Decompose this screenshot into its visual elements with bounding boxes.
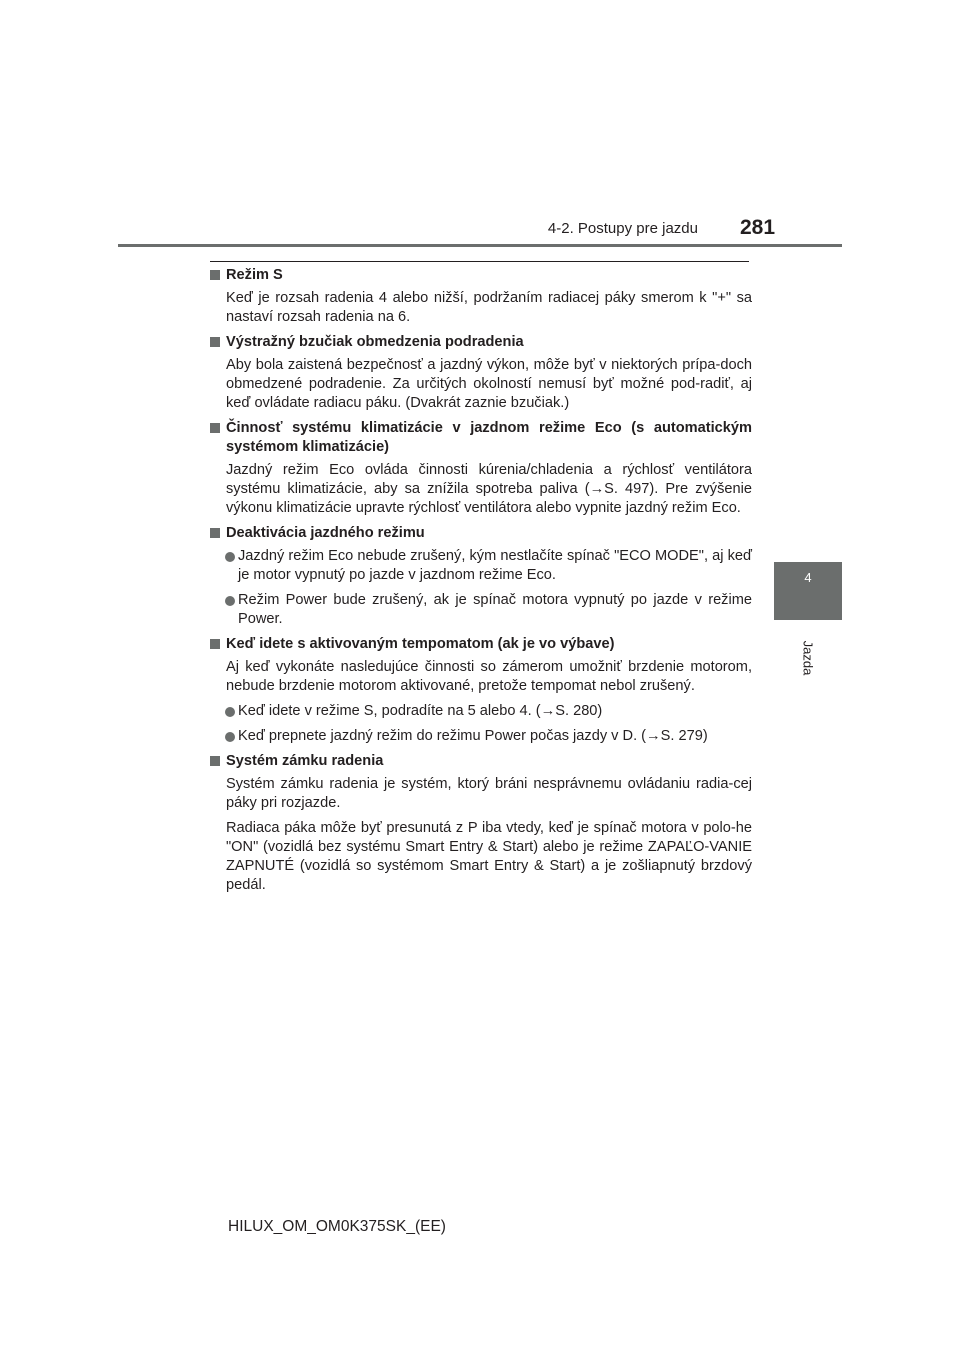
square-bullet-icon <box>210 756 220 766</box>
square-bullet-icon <box>210 270 220 280</box>
chapter-label: Jazda <box>800 640 816 676</box>
chapter-label-box <box>770 628 846 688</box>
paragraph: Radiaca páka môže byť presunutá z P iba vtedy, keď je spínač motora v polo-he "ON" (vozidlá bez systému Smart Entry & Start) alebo je režime ZAPAĽO-VANIE ZAPNUTÉ (vozidlá so systémom Smart Entry & Start) a je zošliapnutý brzdový pedál. <box>226 820 752 893</box>
round-bullet-icon <box>225 596 235 606</box>
chapter-tab <box>774 562 842 620</box>
square-bullet-icon <box>210 639 220 649</box>
round-bullet-icon <box>225 552 235 562</box>
paragraph: Aj keď vykonáte nasledujúce činnosti so zámerom umožniť brzdenie motorom, nebude brzdenie motorom aktivované, pretože tempomat nebol zrušený. <box>226 659 752 694</box>
square-bullet-icon <box>210 423 220 433</box>
paragraph: Keď je rozsah radenia 4 alebo nižší, podržaním radiacej páky smerom k "+" sa nastaví rozsah radenia na 6. <box>226 290 752 325</box>
section-heading: Deaktivácia jazdného režimu <box>210 524 752 543</box>
bullet-item: Jazdný režim Eco nebude zrušený, kým nestlačíte spínač "ECO MODE", aj keď je motor vypnutý po jazde v jazdnom režime Eco. <box>210 547 752 585</box>
header-rule <box>118 244 842 247</box>
section-heading: Režim S <box>210 266 752 285</box>
section-heading: Systém zámku radenia <box>210 752 752 771</box>
round-bullet-icon <box>225 732 235 742</box>
bullet-item: Keď prepnete jazdný režim do režimu Power počas jazdy v D. (→S. 279) <box>210 727 752 746</box>
section-heading: Keď idete s aktivovaným tempomatom (ak je vo výbave) <box>210 635 752 654</box>
bullet-item: Keď idete v režime S, podradíte na 5 alebo 4. (→S. 280) <box>210 702 752 721</box>
paragraph: Systém zámku radenia je systém, ktorý bráni nesprávnemu ovládaniu radia-cej páky pri rozjazde. <box>226 776 752 811</box>
document-code: HILUX_OM_OM0K375SK_(EE) <box>228 1218 446 1235</box>
square-bullet-icon <box>210 528 220 538</box>
section-heading: Výstražný bzučiak obmedzenia podradenia <box>210 333 752 352</box>
page-number: 281 <box>740 216 776 239</box>
section-title: 4-2. Postupy pre jazdu <box>547 220 698 237</box>
bullet-item: Režim Power bude zrušený, ak je spínač motora vypnutý po jazde v režime Power. <box>210 591 752 629</box>
paragraph: Jazdný režim Eco ovláda činnosti kúrenia/chladenia a rýchlosť ventilátora systému klimatizácie, aby sa znížila spotreba paliva (→S. 497). Pre zvýšenie výkonu klimatizácie upravte rýchlosť ventilátora alebo vypnite jazdný režim Eco. <box>226 462 752 516</box>
paragraph: Aby bola zaistená bezpečnosť a jazdný výkon, môže byť v niektorých prípa-doch obmedzené podradenie. Za určitých okolností nemusí byť možné pod-radiť, aj keď ovládate radiacu páku. (Dvakrát zaznie bzučiak.) <box>226 357 752 411</box>
content-rule <box>210 261 749 262</box>
round-bullet-icon <box>225 707 235 717</box>
section-heading: Činnosť systému klimatizácie v jazdnom režime Eco (s automatickým systémom klimatizácie) <box>210 419 752 457</box>
square-bullet-icon <box>210 337 220 347</box>
content <box>210 266 752 901</box>
chapter-number: 4 <box>804 570 812 585</box>
